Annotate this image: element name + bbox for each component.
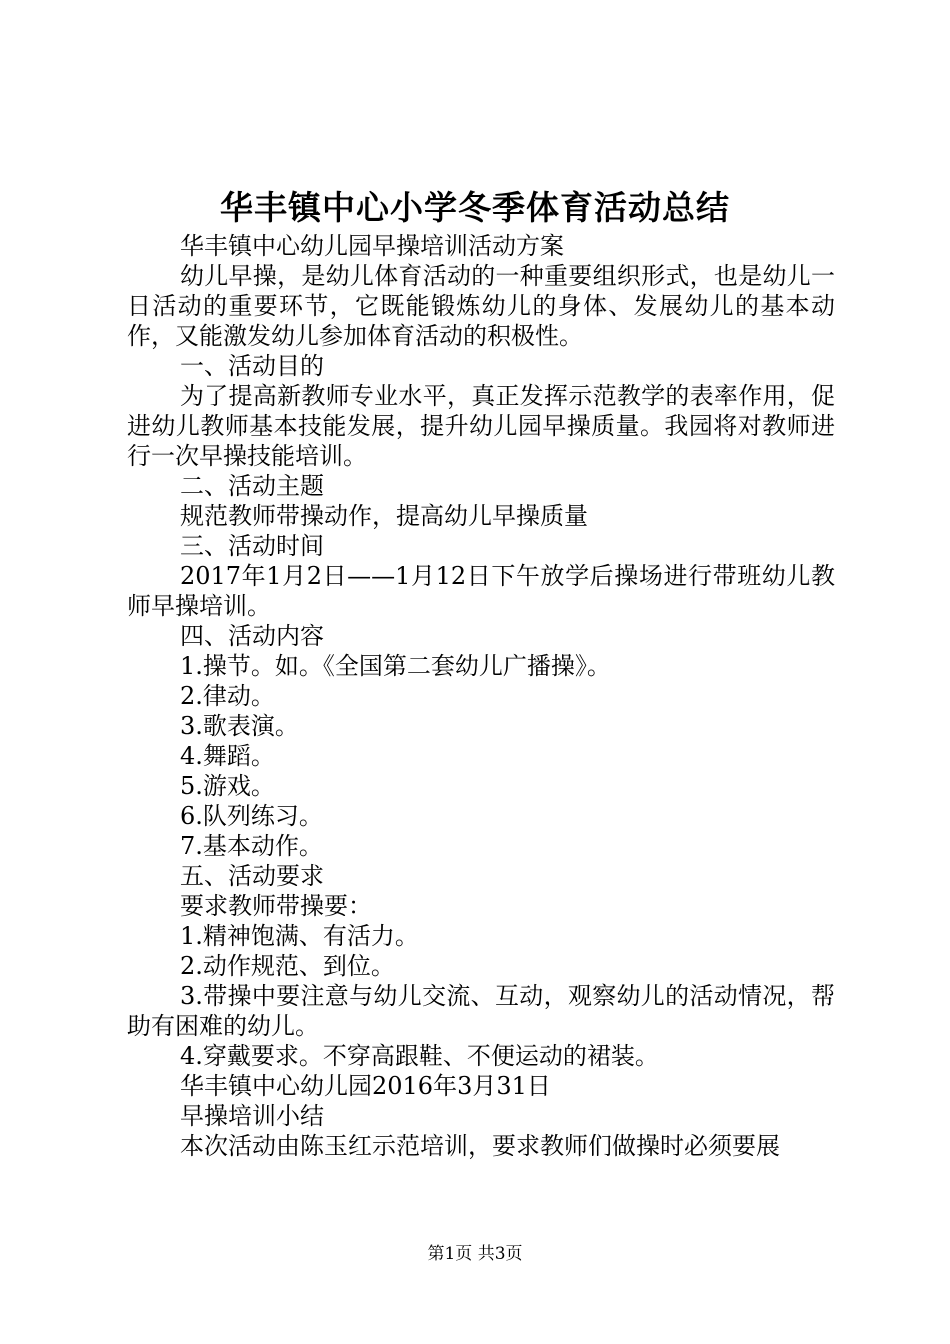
paragraph-subtitle: 华丰镇中心幼儿园早操培训活动方案 bbox=[180, 232, 564, 260]
section-heading-purpose: 一、活动目的 bbox=[180, 352, 324, 380]
section-heading-time: 三、活动时间 bbox=[180, 532, 324, 560]
paragraph-requirements-intro: 要求教师带操要： bbox=[180, 892, 372, 920]
list-item: 1.精神饱满、有活力。 bbox=[180, 922, 419, 950]
list-item: 1.操节。如。《全国第二套幼儿广播操》。 bbox=[180, 652, 611, 680]
section-heading-requirements: 五、活动要求 bbox=[180, 862, 324, 890]
list-item: 3.歌表演。 bbox=[180, 712, 299, 740]
paragraph-purpose: 为了提高新教师专业水平，真正发挥示范教学的表率作用，促进幼儿教师基本技能发展，提升幼儿园早操质量。我园将对教师进行一次早操技能培训。 bbox=[127, 382, 835, 470]
document-body bbox=[127, 231, 835, 1161]
list-item: 5.游戏。 bbox=[180, 772, 275, 800]
section-heading-content: 四、活动内容 bbox=[180, 622, 324, 650]
list-item: 7.基本动作。 bbox=[180, 832, 323, 860]
paragraph-signature-date: 华丰镇中心幼儿园2016年3月31日 bbox=[180, 1072, 551, 1100]
list-item: 4.穿戴要求。不穿高跟鞋、不便运动的裙装。 bbox=[180, 1042, 659, 1070]
list-item: 2.动作规范、到位。 bbox=[180, 952, 395, 980]
list-item: 3.带操中要注意与幼儿交流、互动，观察幼儿的活动情况，帮助有困难的幼儿。 bbox=[127, 982, 835, 1040]
list-item: 2.律动。 bbox=[180, 682, 275, 710]
paragraph-summary: 本次活动由陈玉红示范培训，要求教师们做操时必须要展 bbox=[180, 1132, 780, 1160]
list-item: 6.队列练习。 bbox=[180, 802, 323, 830]
paragraph-theme: 规范教师带操动作，提高幼儿早操质量 bbox=[180, 502, 588, 530]
section-heading-theme: 二、活动主题 bbox=[180, 472, 324, 500]
document-title: 华丰镇中心小学冬季体育活动总结 bbox=[220, 188, 730, 227]
paragraph-intro: 幼儿早操，是幼儿体育活动的一种重要组织形式，也是幼儿一日活动的重要环节，它既能锻炼幼儿的身体、发展幼儿的基本动作，又能激发幼儿参加体育活动的积极性。 bbox=[127, 262, 835, 350]
page-number: 第1页 共3页 bbox=[427, 1244, 523, 1264]
list-item: 4.舞蹈。 bbox=[180, 742, 275, 770]
paragraph-time: 2017年1月2日——1月12日下午放学后操场进行带班幼儿教师早操培训。 bbox=[127, 562, 835, 620]
section-heading-summary: 早操培训小结 bbox=[180, 1102, 324, 1130]
